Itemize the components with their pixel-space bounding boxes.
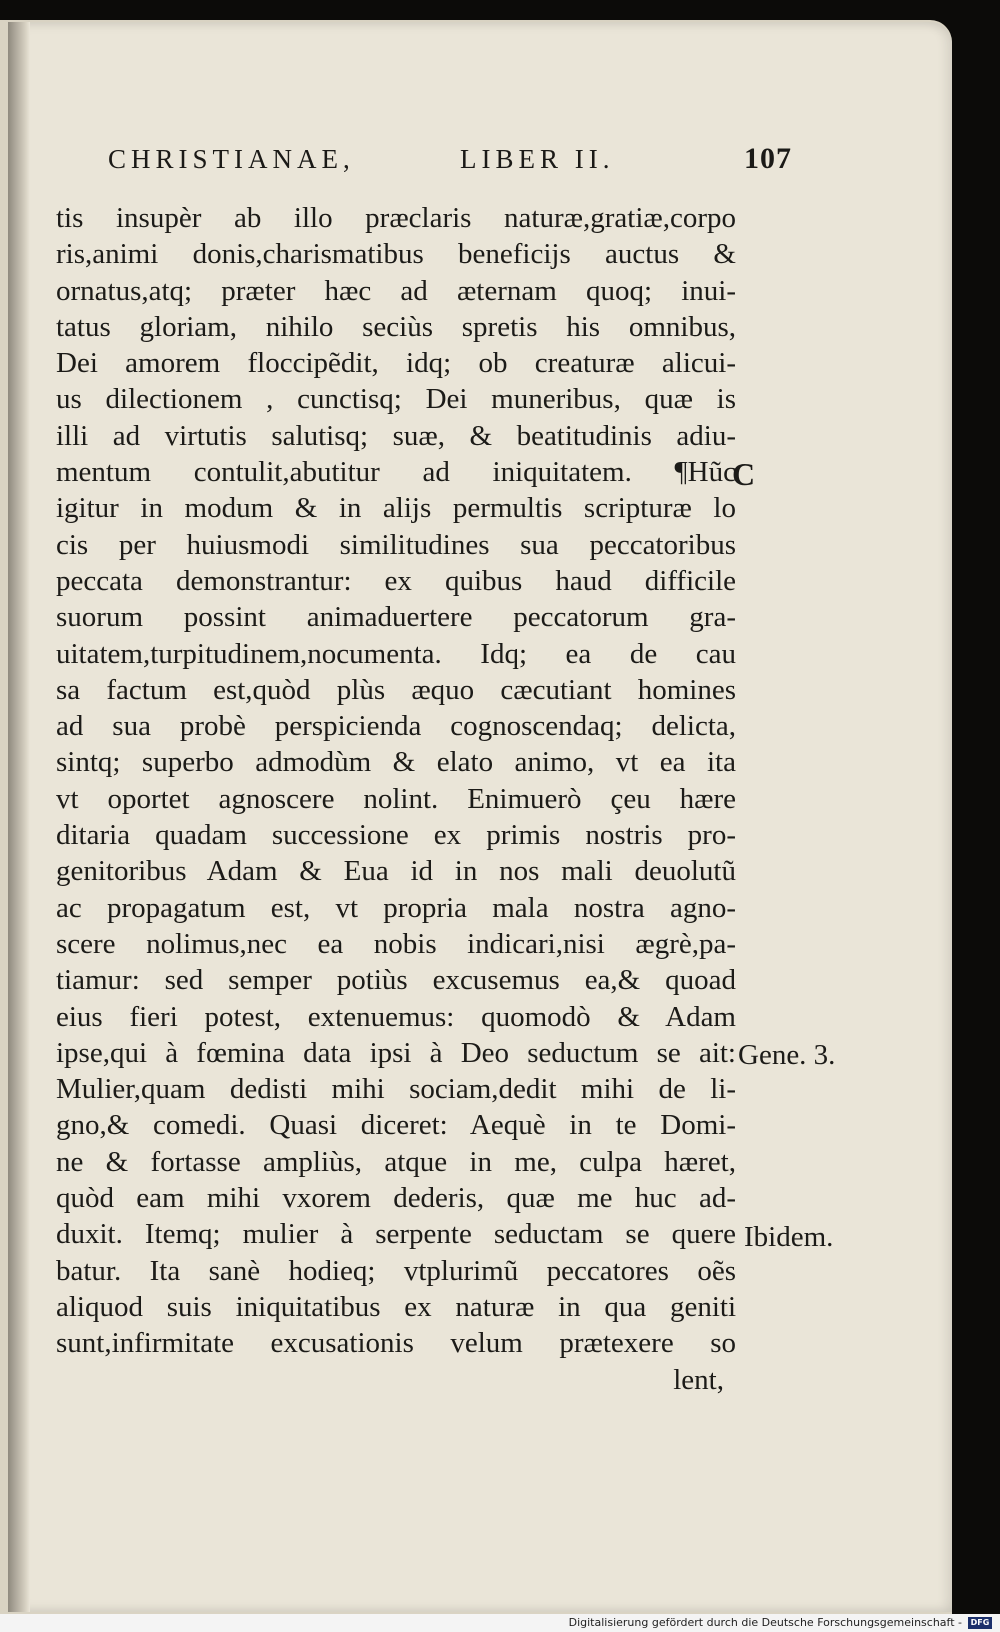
text-line: tis insupèr ab illo præclaris naturæ,gratiæ,corpo — [56, 202, 736, 234]
catchword: lent, — [673, 1363, 724, 1396]
text-line: uitatem,turpitudinem,nocumenta. Idq; ea de cau — [56, 637, 736, 670]
text-line: cis per huiusmodi similitudines sua peccatoribus — [56, 528, 736, 561]
text-line: ac propagatum est, vt propria mala nostra agno- — [56, 891, 736, 924]
text-line: ditaria quadam successione ex primis nostris pro- — [56, 819, 736, 852]
body-text — [56, 200, 736, 1398]
digitization-footer — [0, 1614, 1000, 1632]
text-line: Dei amorem floccipẽdit, idq; ob creaturæ alicui- — [56, 347, 736, 380]
page-gutter — [8, 22, 30, 1612]
text-line: sintq; superbo admodùm & elato animo, vt ea ita — [56, 746, 736, 779]
running-head-title: CHRISTIANAE, — [108, 144, 355, 174]
marginal-section-letter: C — [732, 456, 756, 492]
text-line: ris,animi donis,charismatibus beneficijs auctus & — [56, 238, 736, 271]
text-line: genitoribus Adam & Eua id in nos mali deuolutũ — [56, 855, 736, 888]
running-head — [108, 144, 792, 184]
text-line: scere nolimus,nec ea nobis indicari,nisi ægrè,pa- — [56, 927, 736, 960]
dfg-logo-icon: DFG — [968, 1617, 992, 1629]
footer-credit: Digitalisierung gefördert durch die Deutsche Forschungsgemeinschaft - — [568, 1616, 962, 1629]
text-line: batur. Ita sanè hodieq; vtplurimũ peccatores oẽs — [56, 1254, 736, 1287]
text-line: igitur in modum & in alijs permultis scripturæ lo — [56, 492, 736, 525]
text-line: aliquod suis iniquitatibus ex naturæ in qua geniti — [56, 1290, 736, 1323]
page-number: 107 — [744, 142, 792, 175]
text-line: sa factum est,quòd plùs æquo cæcutiant homines — [56, 673, 736, 706]
text-line: suorum possint animaduertere peccatorum gra- — [56, 601, 736, 634]
text-line: ad sua probè perspicienda cognoscendaq; delicta, — [56, 710, 736, 743]
text-line: vt oportet agnoscere nolint. Enimuerò çeu hære — [56, 782, 736, 815]
text-line: ne & fortasse ampliùs, atque in me, culpa hæret, — [56, 1145, 736, 1178]
text-line: sunt,infirmitate excusationis velum prætexere so — [56, 1327, 736, 1360]
text-line: ornatus,atq; præter hæc ad æternam quoq; inui- — [56, 274, 736, 307]
text-line: ipse,qui à fœmina data ipsi à Deo seductum se ait: — [56, 1036, 736, 1069]
text-line: quòd eam mihi vxorem dederis, quæ me huc ad- — [56, 1182, 736, 1215]
text-line: tiamur: sed semper potiùs excusemus ea,& quoad — [56, 964, 736, 997]
text-line: tatus gloriam, nihilo seciùs spretis his omnibus, — [56, 310, 736, 343]
marginal-reference-ibidem: Ibidem. — [744, 1221, 834, 1253]
text-line: peccata demonstrantur: ex quibus haud difficile — [56, 564, 736, 597]
text-line: duxit. Itemq; mulier à serpente seductam se quere — [56, 1218, 736, 1251]
text-line: gno,& comedi. Quasi diceret: Aequè in te Domi- — [56, 1109, 736, 1142]
text-line: eius fieri potest, extenuemus: quomodò & Adam — [56, 1000, 736, 1033]
text-line: Mulier,quam dedisti mihi sociam,dedit mihi de li- — [56, 1073, 736, 1106]
text-line: us dilectionem , cunctisq; Dei muneribus, quæ is — [56, 383, 736, 416]
text-line: mentum contulit,abutitur ad iniquitatem. ¶Hũc — [56, 456, 736, 489]
running-head-book: LIBER II. — [460, 144, 615, 174]
text-line: illi ad virtutis salutisq; suæ, & beatitudinis adiu- — [56, 419, 736, 452]
marginal-reference-genesis: Gene. 3. — [738, 1039, 836, 1071]
